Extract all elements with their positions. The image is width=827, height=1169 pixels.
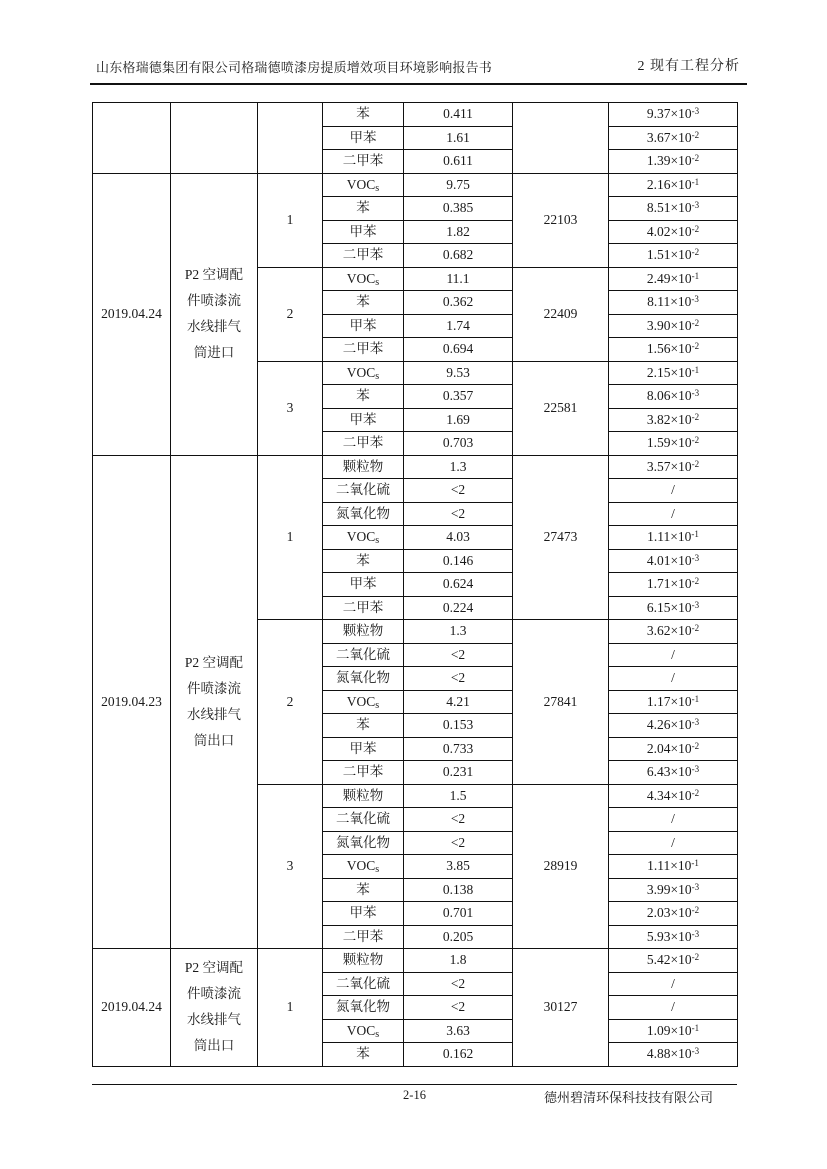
cell-location bbox=[171, 949, 258, 1067]
exponent: -3 bbox=[691, 928, 700, 939]
subscript-s: s bbox=[375, 276, 380, 288]
cell-pollutant: 苯 bbox=[323, 1043, 404, 1067]
cell-pollutant: 二氧化硫 bbox=[323, 479, 404, 503]
exponent: -2 bbox=[691, 153, 700, 164]
cell-value: 0.162 bbox=[404, 1043, 513, 1067]
cell-value: <2 bbox=[404, 808, 513, 832]
cell-pollutant: 颗粒物 bbox=[323, 784, 404, 808]
cell-sample-no: 2 bbox=[258, 620, 323, 785]
cell-rate: $8.51\times 10^{-3}$ bbox=[609, 197, 738, 221]
exponent: -1 bbox=[691, 858, 699, 869]
subscript-s: s bbox=[375, 370, 380, 382]
cell-rate: / bbox=[609, 502, 738, 526]
cell-value: 0.733 bbox=[404, 737, 513, 761]
cell-rate: $8.11\times 10^{-3}$ bbox=[609, 291, 738, 315]
cell-rate: $1.39\times 10^{-2}$ bbox=[609, 150, 738, 174]
exponent: -2 bbox=[691, 223, 700, 234]
subscript-s: s bbox=[375, 535, 380, 547]
cell-pollutant: $VOC_s$ bbox=[323, 855, 404, 879]
cell-value: <2 bbox=[404, 831, 513, 855]
table-row bbox=[93, 173, 738, 197]
cell-value: 1.3 bbox=[404, 620, 513, 644]
subscript-s: s bbox=[375, 699, 380, 711]
location-text: P2 空调配件喷漆流水线排气筒进口 bbox=[184, 267, 244, 360]
cell-rate: $3.90\times 10^{-2}$ bbox=[609, 314, 738, 338]
exponent: -2 bbox=[691, 341, 700, 352]
cell-value: <2 bbox=[404, 972, 513, 996]
cell-pollutant: 甲苯 bbox=[323, 220, 404, 244]
subscript-s: s bbox=[375, 864, 380, 876]
cell-pollutant: 甲苯 bbox=[323, 408, 404, 432]
cell-pollutant: 甲苯 bbox=[323, 737, 404, 761]
cell-pollutant: 苯 bbox=[323, 197, 404, 221]
cell-pollutant: 氮氧化物 bbox=[323, 831, 404, 855]
cell-pollutant: 苯 bbox=[323, 549, 404, 573]
table-row bbox=[93, 949, 738, 973]
cell-rate: $3.67\times 10^{-2}$ bbox=[609, 126, 738, 150]
cell-value: 9.53 bbox=[404, 361, 513, 385]
table-row bbox=[93, 455, 738, 479]
header-rule bbox=[90, 83, 747, 85]
cell-rate: $2.16\times 10^{-1}$ bbox=[609, 173, 738, 197]
cell-rate: $2.03\times 10^{-2}$ bbox=[609, 902, 738, 926]
cell-rate: / bbox=[609, 643, 738, 667]
cell-value: 1.8 bbox=[404, 949, 513, 973]
cell-pollutant: 二氧化硫 bbox=[323, 972, 404, 996]
cell-flow: 22409 bbox=[513, 267, 609, 361]
cell-sample-no: 2 bbox=[258, 267, 323, 361]
cell-rate: $6.43\times 10^{-3}$ bbox=[609, 761, 738, 785]
exponent: -3 bbox=[691, 1046, 700, 1057]
cell-pollutant: $VOC_s$ bbox=[323, 361, 404, 385]
cell-rate: $4.26\times 10^{-3}$ bbox=[609, 714, 738, 738]
cell-value: <2 bbox=[404, 667, 513, 691]
exponent: -2 bbox=[691, 129, 700, 140]
table-row bbox=[93, 103, 738, 127]
cell-pollutant: $VOC_s$ bbox=[323, 526, 404, 550]
cell-value: 9.75 bbox=[404, 173, 513, 197]
cell-value: 0.153 bbox=[404, 714, 513, 738]
cell-rate: $1.17\times 10^{-1}$ bbox=[609, 690, 738, 714]
cell-sample-no bbox=[258, 103, 323, 174]
cell-rate: / bbox=[609, 996, 738, 1020]
cell-value: 0.701 bbox=[404, 902, 513, 926]
cell-pollutant: 二甲苯 bbox=[323, 150, 404, 174]
cell-rate: $1.56\times 10^{-2}$ bbox=[609, 338, 738, 362]
cell-pollutant: 二甲苯 bbox=[323, 761, 404, 785]
cell-value: 0.231 bbox=[404, 761, 513, 785]
cell-pollutant: 二甲苯 bbox=[323, 338, 404, 362]
cell-date: 2019.04.23 bbox=[93, 455, 171, 949]
cell-pollutant: 颗粒物 bbox=[323, 455, 404, 479]
cell-value: 0.682 bbox=[404, 244, 513, 268]
cell-pollutant: 苯 bbox=[323, 714, 404, 738]
cell-rate: / bbox=[609, 479, 738, 503]
cell-sample-no: 1 bbox=[258, 173, 323, 267]
cell-sample-no: 3 bbox=[258, 784, 323, 949]
cell-rate: $3.62\times 10^{-2}$ bbox=[609, 620, 738, 644]
cell-pollutant: 甲苯 bbox=[323, 314, 404, 338]
cell-value: 0.411 bbox=[404, 103, 513, 127]
report-table-body bbox=[93, 103, 738, 1067]
exponent: -2 bbox=[691, 435, 700, 446]
cell-pollutant: 二甲苯 bbox=[323, 596, 404, 620]
cell-rate: $5.42\times 10^{-2}$ bbox=[609, 949, 738, 973]
exponent: -1 bbox=[691, 529, 699, 540]
exponent: -2 bbox=[691, 623, 700, 634]
cell-value: 0.385 bbox=[404, 197, 513, 221]
cell-pollutant: $VOC_s$ bbox=[323, 173, 404, 197]
exponent: -3 bbox=[691, 764, 700, 775]
exponent: -2 bbox=[691, 905, 700, 916]
cell-value: 11.1 bbox=[404, 267, 513, 291]
cell-rate: $1.59\times 10^{-2}$ bbox=[609, 432, 738, 456]
cell-rate: $1.09\times 10^{-1}$ bbox=[609, 1019, 738, 1043]
cell-value: 1.3 bbox=[404, 455, 513, 479]
cell-pollutant: 颗粒物 bbox=[323, 949, 404, 973]
cell-flow: 28919 bbox=[513, 784, 609, 949]
cell-date: 2019.04.24 bbox=[93, 173, 171, 455]
cell-rate: $1.51\times 10^{-2}$ bbox=[609, 244, 738, 268]
exponent: -2 bbox=[691, 458, 700, 469]
cell-rate: / bbox=[609, 667, 738, 691]
cell-value: <2 bbox=[404, 643, 513, 667]
cell-value: 0.224 bbox=[404, 596, 513, 620]
cell-rate: $6.15\times 10^{-3}$ bbox=[609, 596, 738, 620]
cell-flow: 30127 bbox=[513, 949, 609, 1067]
cell-sample-no: 1 bbox=[258, 949, 323, 1067]
exponent: -3 bbox=[691, 388, 700, 399]
exponent: -3 bbox=[691, 881, 700, 892]
cell-rate: $1.71\times 10^{-2}$ bbox=[609, 573, 738, 597]
header-document-title: 山东格瑞德集团有限公司格瑞德喷漆房提质增效项目环境影响报告书 bbox=[96, 60, 493, 75]
cell-value: 3.63 bbox=[404, 1019, 513, 1043]
cell-value: 1.61 bbox=[404, 126, 513, 150]
cell-rate: $4.02\times 10^{-2}$ bbox=[609, 220, 738, 244]
exponent: -2 bbox=[691, 317, 700, 328]
cell-rate: $3.99\times 10^{-3}$ bbox=[609, 878, 738, 902]
cell-pollutant: 二氧化硫 bbox=[323, 808, 404, 832]
cell-rate: $3.57\times 10^{-2}$ bbox=[609, 455, 738, 479]
cell-value: 0.357 bbox=[404, 385, 513, 409]
cell-pollutant: $VOC_s$ bbox=[323, 1019, 404, 1043]
exponent: -3 bbox=[691, 552, 700, 563]
cell-pollutant: 甲苯 bbox=[323, 126, 404, 150]
cell-pollutant: 苯 bbox=[323, 878, 404, 902]
cell-location bbox=[171, 173, 258, 455]
exponent: -1 bbox=[691, 176, 700, 187]
location-text: P2 空调配件喷漆流水线排气筒出口 bbox=[184, 960, 244, 1054]
monitoring-data-table bbox=[92, 102, 738, 1067]
cell-rate: / bbox=[609, 972, 738, 996]
cell-value: 0.146 bbox=[404, 549, 513, 573]
cell-value: <2 bbox=[404, 996, 513, 1020]
cell-pollutant: 二氧化硫 bbox=[323, 643, 404, 667]
cell-value: 0.703 bbox=[404, 432, 513, 456]
cell-value: 1.69 bbox=[404, 408, 513, 432]
cell-rate: $4.01\times 10^{-3}$ bbox=[609, 549, 738, 573]
exponent: -2 bbox=[691, 247, 700, 258]
exponent: -1 bbox=[691, 693, 700, 704]
cell-date bbox=[93, 103, 171, 174]
cell-pollutant: 苯 bbox=[323, 291, 404, 315]
exponent: -2 bbox=[691, 952, 700, 963]
cell-pollutant: 二甲苯 bbox=[323, 244, 404, 268]
cell-flow: 27841 bbox=[513, 620, 609, 785]
cell-value: 1.5 bbox=[404, 784, 513, 808]
cell-value: 0.624 bbox=[404, 573, 513, 597]
cell-rate: $9.37\times 10^{-3}$ bbox=[609, 103, 738, 127]
footer-rule bbox=[92, 1084, 737, 1085]
cell-value: 0.694 bbox=[404, 338, 513, 362]
cell-flow: 27473 bbox=[513, 455, 609, 620]
exponent: -2 bbox=[691, 740, 700, 751]
cell-rate: $4.34\times 10^{-2}$ bbox=[609, 784, 738, 808]
cell-pollutant: $VOC_s$ bbox=[323, 690, 404, 714]
cell-pollutant: 二甲苯 bbox=[323, 432, 404, 456]
cell-sample-no: 3 bbox=[258, 361, 323, 455]
header-chapter-title: 2 现有工程分析 bbox=[637, 59, 740, 74]
cell-value: 3.85 bbox=[404, 855, 513, 879]
cell-pollutant: 甲苯 bbox=[323, 902, 404, 926]
cell-rate: / bbox=[609, 831, 738, 855]
exponent: -1 bbox=[691, 364, 700, 375]
cell-rate: $5.93\times 10^{-3}$ bbox=[609, 925, 738, 949]
exponent: -2 bbox=[691, 411, 700, 422]
cell-pollutant: 氮氧化物 bbox=[323, 996, 404, 1020]
cell-value: 1.74 bbox=[404, 314, 513, 338]
cell-value: 0.138 bbox=[404, 878, 513, 902]
cell-rate: $1.11\times 10^{-1}$ bbox=[609, 855, 738, 879]
cell-rate: $4.88\times 10^{-3}$ bbox=[609, 1043, 738, 1067]
cell-value: <2 bbox=[404, 479, 513, 503]
cell-pollutant: 苯 bbox=[323, 103, 404, 127]
cell-pollutant: 二甲苯 bbox=[323, 925, 404, 949]
footer-company: 德州碧清环保科技技有限公司 bbox=[543, 1090, 713, 1105]
exponent: -1 bbox=[691, 1022, 700, 1033]
cell-pollutant: 颗粒物 bbox=[323, 620, 404, 644]
location-text: P2 空调配件喷漆流水线排气筒出口 bbox=[184, 654, 244, 748]
exponent: -3 bbox=[691, 717, 700, 728]
exponent: -1 bbox=[691, 270, 700, 281]
cell-rate: $2.49\times 10^{-1}$ bbox=[609, 267, 738, 291]
cell-flow bbox=[513, 103, 609, 174]
cell-pollutant: 氮氧化物 bbox=[323, 667, 404, 691]
cell-rate: $8.06\times 10^{-3}$ bbox=[609, 385, 738, 409]
page-number: 2-16 bbox=[403, 1088, 426, 1102]
cell-pollutant: 甲苯 bbox=[323, 573, 404, 597]
cell-rate: $1.11\times 10^{-1}$ bbox=[609, 526, 738, 550]
cell-date: 2019.04.24 bbox=[93, 949, 171, 1067]
cell-value: 0.362 bbox=[404, 291, 513, 315]
cell-rate: $3.82\times 10^{-2}$ bbox=[609, 408, 738, 432]
cell-sample-no: 1 bbox=[258, 455, 323, 620]
cell-value: 4.21 bbox=[404, 690, 513, 714]
cell-pollutant: 氮氧化物 bbox=[323, 502, 404, 526]
cell-rate: $2.04\times 10^{-2}$ bbox=[609, 737, 738, 761]
cell-pollutant: 苯 bbox=[323, 385, 404, 409]
cell-value: 4.03 bbox=[404, 526, 513, 550]
exponent: -2 bbox=[691, 576, 700, 587]
subscript-s: s bbox=[375, 1028, 380, 1040]
cell-location bbox=[171, 103, 258, 174]
exponent: -3 bbox=[691, 294, 699, 305]
exponent: -2 bbox=[691, 787, 700, 798]
cell-rate: $2.15\times 10^{-1}$ bbox=[609, 361, 738, 385]
cell-rate: / bbox=[609, 808, 738, 832]
cell-value: 0.611 bbox=[404, 150, 513, 174]
cell-flow: 22581 bbox=[513, 361, 609, 455]
cell-flow: 22103 bbox=[513, 173, 609, 267]
exponent: -3 bbox=[691, 200, 700, 211]
cell-value: 0.205 bbox=[404, 925, 513, 949]
subscript-s: s bbox=[375, 182, 380, 194]
cell-location bbox=[171, 455, 258, 949]
cell-value: 1.82 bbox=[404, 220, 513, 244]
exponent: -3 bbox=[691, 599, 700, 610]
cell-value: <2 bbox=[404, 502, 513, 526]
cell-pollutant: $VOC_s$ bbox=[323, 267, 404, 291]
exponent: -3 bbox=[691, 106, 700, 117]
